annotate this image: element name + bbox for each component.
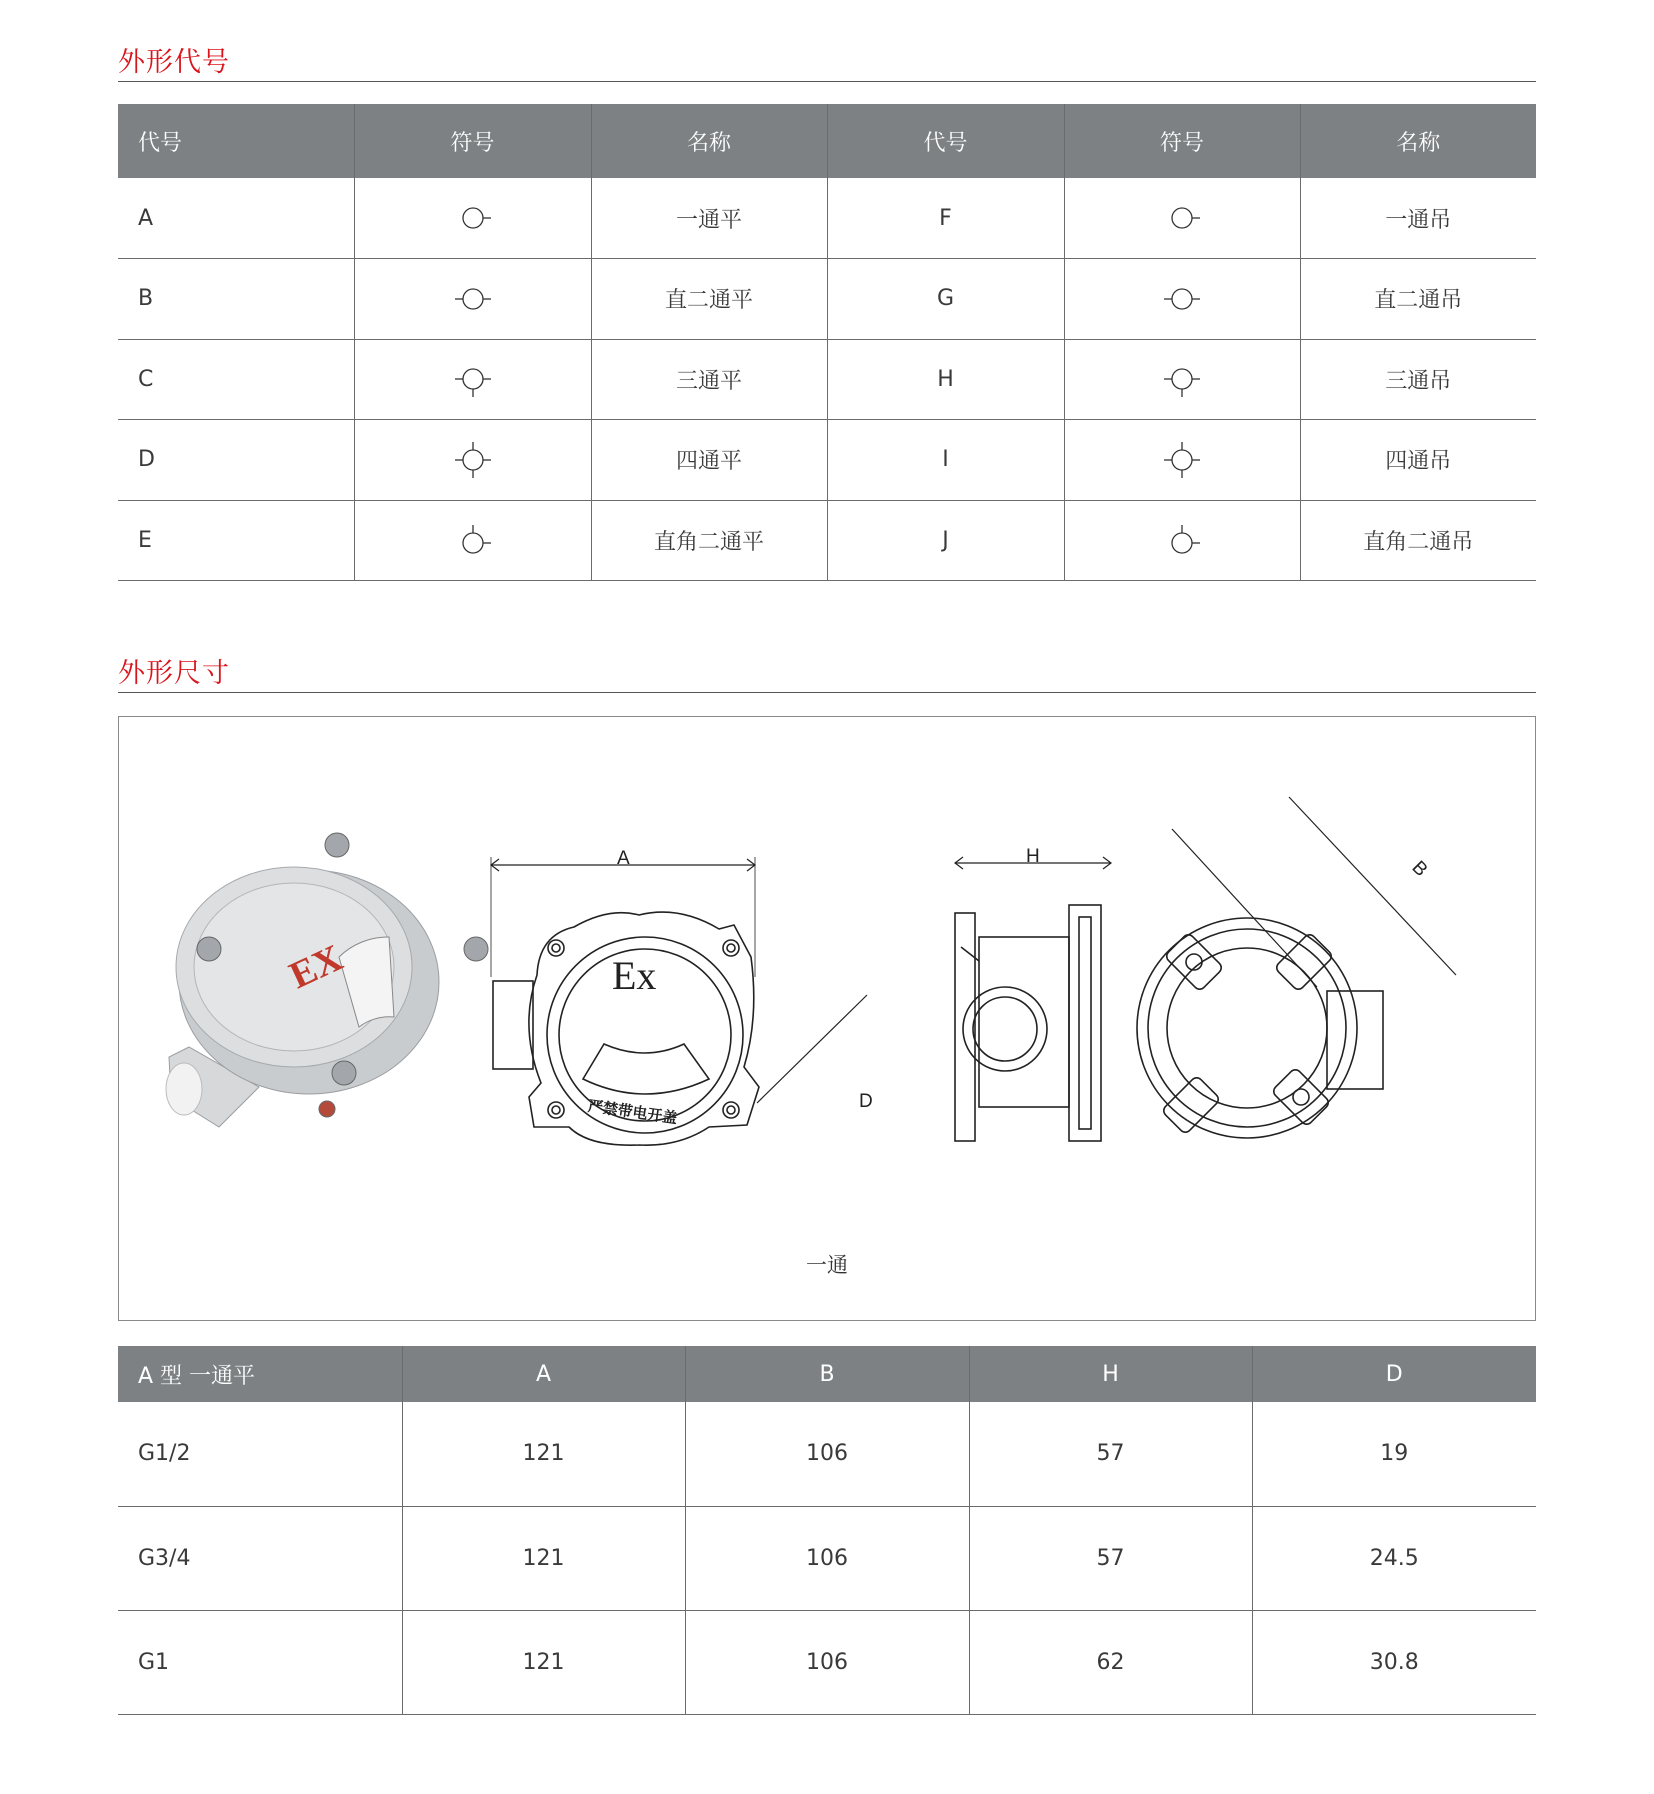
name-cell: 三通吊 bbox=[1300, 339, 1536, 420]
section-title-shape-codes: 外形代号 bbox=[118, 47, 230, 78]
value-cell: 24.5 bbox=[1252, 1506, 1536, 1610]
value-cell: 106 bbox=[685, 1506, 969, 1610]
name-cell: 一通吊 bbox=[1300, 178, 1536, 259]
back-view-drawing bbox=[1137, 797, 1456, 1138]
table-header-row bbox=[118, 1346, 1536, 1402]
ex-mark-drawing: Ex bbox=[612, 953, 657, 998]
table-row bbox=[118, 259, 1536, 340]
dimension-table bbox=[118, 1346, 1536, 1715]
code-cell: E bbox=[118, 500, 354, 581]
name-cell: 一通平 bbox=[591, 178, 827, 259]
section-title-dimensions: 外形尺寸 bbox=[118, 658, 230, 689]
shape-code-table bbox=[118, 104, 1536, 581]
code-cell: A bbox=[118, 178, 354, 259]
front-view-drawing bbox=[491, 848, 873, 1145]
right-angle-two-way-flat-symbol-icon bbox=[448, 515, 498, 565]
table-row bbox=[118, 500, 1536, 581]
value-cell: 57 bbox=[969, 1506, 1252, 1610]
table-row bbox=[118, 1402, 1536, 1506]
header-a: A bbox=[402, 1346, 685, 1402]
header-d: D bbox=[1252, 1346, 1536, 1402]
value-cell: 121 bbox=[402, 1506, 685, 1610]
table-row bbox=[118, 1610, 1536, 1714]
ex-logo-photo: EX bbox=[283, 936, 349, 998]
code-cell: D bbox=[118, 420, 354, 501]
header-code: 代号 bbox=[827, 104, 1064, 178]
name-cell: 直二通吊 bbox=[1300, 259, 1536, 340]
one-way-flat-symbol-icon bbox=[448, 193, 498, 243]
code-cell: F bbox=[827, 178, 1064, 259]
code-cell: H bbox=[827, 339, 1064, 420]
dim-label-d-marker: D bbox=[859, 1091, 873, 1112]
section-divider bbox=[118, 81, 1536, 82]
three-way-hanging-symbol-icon bbox=[1157, 354, 1207, 404]
straight-two-way-flat-symbol-icon bbox=[448, 274, 498, 324]
value-cell: 57 bbox=[969, 1402, 1252, 1506]
thread-size-cell: G1 bbox=[118, 1610, 402, 1714]
code-cell: J bbox=[827, 500, 1064, 581]
dimension-figure bbox=[118, 716, 1536, 1321]
header-model: A 型 一通平 bbox=[118, 1346, 402, 1402]
table-row bbox=[118, 339, 1536, 420]
value-cell: 62 bbox=[969, 1610, 1252, 1714]
name-cell: 直角二通吊 bbox=[1300, 500, 1536, 581]
header-h: H bbox=[969, 1346, 1252, 1402]
name-cell: 三通平 bbox=[591, 339, 827, 420]
cover-warning-text: 严禁带电开盖 bbox=[586, 1096, 679, 1128]
header-b: B bbox=[685, 1346, 969, 1402]
dim-label-b: B bbox=[1407, 857, 1432, 881]
figure-caption: 一通 bbox=[806, 1253, 848, 1277]
name-cell: 四通平 bbox=[591, 420, 827, 501]
code-cell: I bbox=[827, 420, 1064, 501]
three-way-flat-symbol-icon bbox=[448, 354, 498, 404]
dim-label-a: A bbox=[617, 848, 630, 869]
right-angle-two-way-hanging-symbol-icon bbox=[1157, 515, 1207, 565]
table-row bbox=[118, 178, 1536, 259]
value-cell: 19 bbox=[1252, 1402, 1536, 1506]
side-view-drawing bbox=[955, 846, 1111, 1141]
value-cell: 121 bbox=[402, 1402, 685, 1506]
header-name: 名称 bbox=[591, 104, 827, 178]
table-row bbox=[118, 420, 1536, 501]
one-way-hanging-symbol-icon bbox=[1157, 193, 1207, 243]
product-photo bbox=[166, 833, 488, 1127]
value-cell: 121 bbox=[402, 1610, 685, 1714]
table-header-row bbox=[118, 104, 1536, 178]
code-cell: C bbox=[118, 339, 354, 420]
header-symbol: 符号 bbox=[1064, 104, 1300, 178]
header-symbol: 符号 bbox=[354, 104, 591, 178]
value-cell: 106 bbox=[685, 1402, 969, 1506]
name-cell: 四通吊 bbox=[1300, 420, 1536, 501]
name-cell: 直角二通平 bbox=[591, 500, 827, 581]
section-divider bbox=[118, 692, 1536, 693]
thread-size-cell: G3/4 bbox=[118, 1506, 402, 1610]
four-way-flat-symbol-icon bbox=[448, 435, 498, 485]
name-cell: 直二通平 bbox=[591, 259, 827, 340]
four-way-hanging-symbol-icon bbox=[1157, 435, 1207, 485]
code-cell: G bbox=[827, 259, 1064, 340]
table-row bbox=[118, 1506, 1536, 1610]
value-cell: 106 bbox=[685, 1610, 969, 1714]
straight-two-way-hanging-symbol-icon bbox=[1157, 274, 1207, 324]
dim-label-h: H bbox=[1026, 846, 1040, 867]
header-name: 名称 bbox=[1300, 104, 1536, 178]
header-code: 代号 bbox=[118, 104, 354, 178]
code-cell: B bbox=[118, 259, 354, 340]
value-cell: 30.8 bbox=[1252, 1610, 1536, 1714]
thread-size-cell: G1/2 bbox=[118, 1402, 402, 1506]
